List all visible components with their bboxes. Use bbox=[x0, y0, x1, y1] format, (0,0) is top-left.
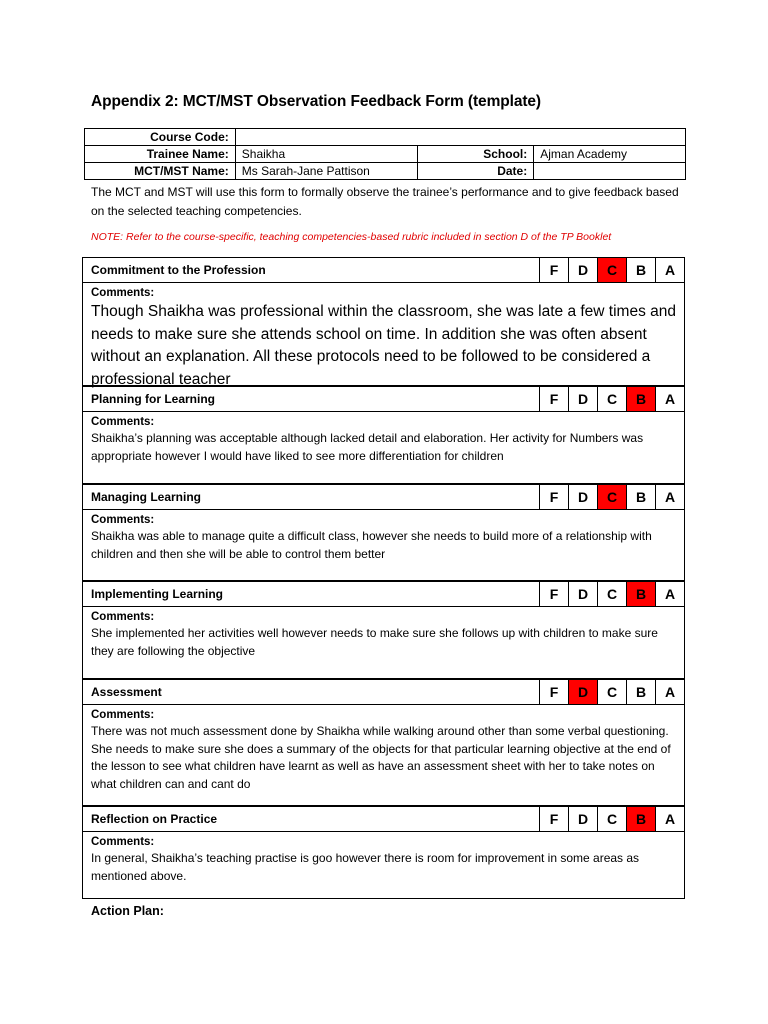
comment-text: Though Shaikha was professional within the classroom, she was late a few times and needs to make sure she attends school on time. In addition she was often absent without an explanation. All these protocols need to be followed to be considered a professional teacher bbox=[91, 303, 676, 388]
grade-d[interactable]: D bbox=[568, 807, 597, 831]
comment-text: Shaikha was able to manage quite a difficult class, however she needs to build more of a relationship with children and then she will be able to control them better bbox=[91, 529, 652, 561]
comments-label: Comments: bbox=[91, 836, 155, 848]
trainee-name-field[interactable]: Shaikha bbox=[235, 146, 417, 163]
grade-d[interactable]: D bbox=[568, 258, 597, 282]
grade-c[interactable]: C bbox=[597, 680, 626, 704]
grade-f[interactable]: F bbox=[539, 485, 568, 509]
mst-name-field[interactable]: Ms Sarah-Jane Pattison bbox=[235, 163, 417, 180]
grade-a[interactable]: A bbox=[655, 387, 684, 411]
grade-f[interactable]: F bbox=[539, 807, 568, 831]
comments-label: Comments: bbox=[91, 416, 155, 428]
grade-a[interactable]: A bbox=[655, 485, 684, 509]
comments-label: Comments: bbox=[91, 287, 155, 299]
grade-c[interactable]: C bbox=[597, 807, 626, 831]
grade-b[interactable]: B bbox=[626, 485, 655, 509]
grade-c[interactable]: C bbox=[597, 387, 626, 411]
intro-text: The MCT and MST will use this form to formally observe the trainee’s performance and to give feedback based on the selected teaching competencies. bbox=[91, 185, 679, 218]
grade-f[interactable]: F bbox=[539, 387, 568, 411]
comments-label: Comments: bbox=[91, 611, 155, 623]
grade-c[interactable]: C bbox=[597, 485, 626, 509]
grade-d[interactable]: D bbox=[568, 387, 597, 411]
grade-a[interactable]: A bbox=[655, 582, 684, 606]
grade-d[interactable]: D bbox=[568, 485, 597, 509]
date-label: Date: bbox=[417, 163, 534, 180]
competency-title: Commitment to the Profession bbox=[91, 263, 266, 277]
rubric-note: NOTE: Refer to the course-specific, teaching competencies-based rubric included in section D of the TP Booklet bbox=[91, 231, 612, 243]
grade-b[interactable]: B bbox=[626, 258, 655, 282]
comment-text: In general, Shaikha’s teaching practise is goo however there is room for improvement in some areas as mentioned above. bbox=[91, 851, 640, 883]
course-code-label: Course Code: bbox=[85, 129, 236, 146]
grade-b[interactable]: B bbox=[626, 680, 655, 704]
action-plan-label: Action Plan: bbox=[91, 904, 164, 918]
grade-b[interactable]: B bbox=[626, 582, 655, 606]
comments-label: Comments: bbox=[91, 514, 155, 526]
competency-reflection bbox=[82, 806, 685, 899]
competency-title: Planning for Learning bbox=[91, 392, 216, 406]
competency-title: Implementing Learning bbox=[91, 587, 224, 601]
competency-implementing bbox=[82, 581, 685, 679]
grade-a[interactable]: A bbox=[655, 680, 684, 704]
competency-managing bbox=[82, 484, 685, 581]
grade-f[interactable]: F bbox=[539, 582, 568, 606]
competency-planning bbox=[82, 386, 685, 484]
date-field[interactable] bbox=[534, 163, 686, 180]
competency-title: Assessment bbox=[91, 685, 162, 699]
form-title: Appendix 2: MCT/MST Observation Feedback Form (template) bbox=[91, 93, 541, 110]
course-code-field[interactable] bbox=[235, 129, 685, 146]
comments-label: Comments: bbox=[91, 709, 155, 721]
competency-assessment bbox=[82, 679, 685, 806]
trainee-name-label: Trainee Name: bbox=[85, 146, 236, 163]
competency-title: Reflection on Practice bbox=[91, 812, 218, 826]
competency-commitment bbox=[82, 257, 685, 386]
grade-d[interactable]: D bbox=[568, 680, 597, 704]
grade-d[interactable]: D bbox=[568, 582, 597, 606]
school-label: School: bbox=[417, 146, 534, 163]
grade-a[interactable]: A bbox=[655, 258, 684, 282]
competency-title: Managing Learning bbox=[91, 490, 202, 504]
mst-name-label: MCT/MST Name: bbox=[85, 163, 236, 180]
grade-f[interactable]: F bbox=[539, 258, 568, 282]
grade-b[interactable]: B bbox=[626, 807, 655, 831]
comment-text: There was not much assessment done by Shaikha while walking around other than some verbal questioning. She needs to make sure she does a summary of the objects for that particular learning objective at the end of the lesson to see what children have learnt as well as have an assessment sheet with her to take notes on what children can and cant do bbox=[91, 724, 671, 791]
school-field[interactable]: Ajman Academy bbox=[534, 146, 686, 163]
comment-text: She implemented her activities well however needs to make sure she follows up with children to make sure they are following the objective bbox=[91, 626, 658, 658]
grade-f[interactable]: F bbox=[539, 680, 568, 704]
grade-c[interactable]: C bbox=[597, 258, 626, 282]
grade-c[interactable]: C bbox=[597, 582, 626, 606]
trainee-info-table bbox=[84, 128, 686, 180]
comment-text: Shaikha’s planning was acceptable although lacked detail and elaboration. Her activity for Numbers was appropriate however I would have liked to see more differentiation for children bbox=[91, 431, 644, 463]
grade-b[interactable]: B bbox=[626, 387, 655, 411]
grade-a[interactable]: A bbox=[655, 807, 684, 831]
